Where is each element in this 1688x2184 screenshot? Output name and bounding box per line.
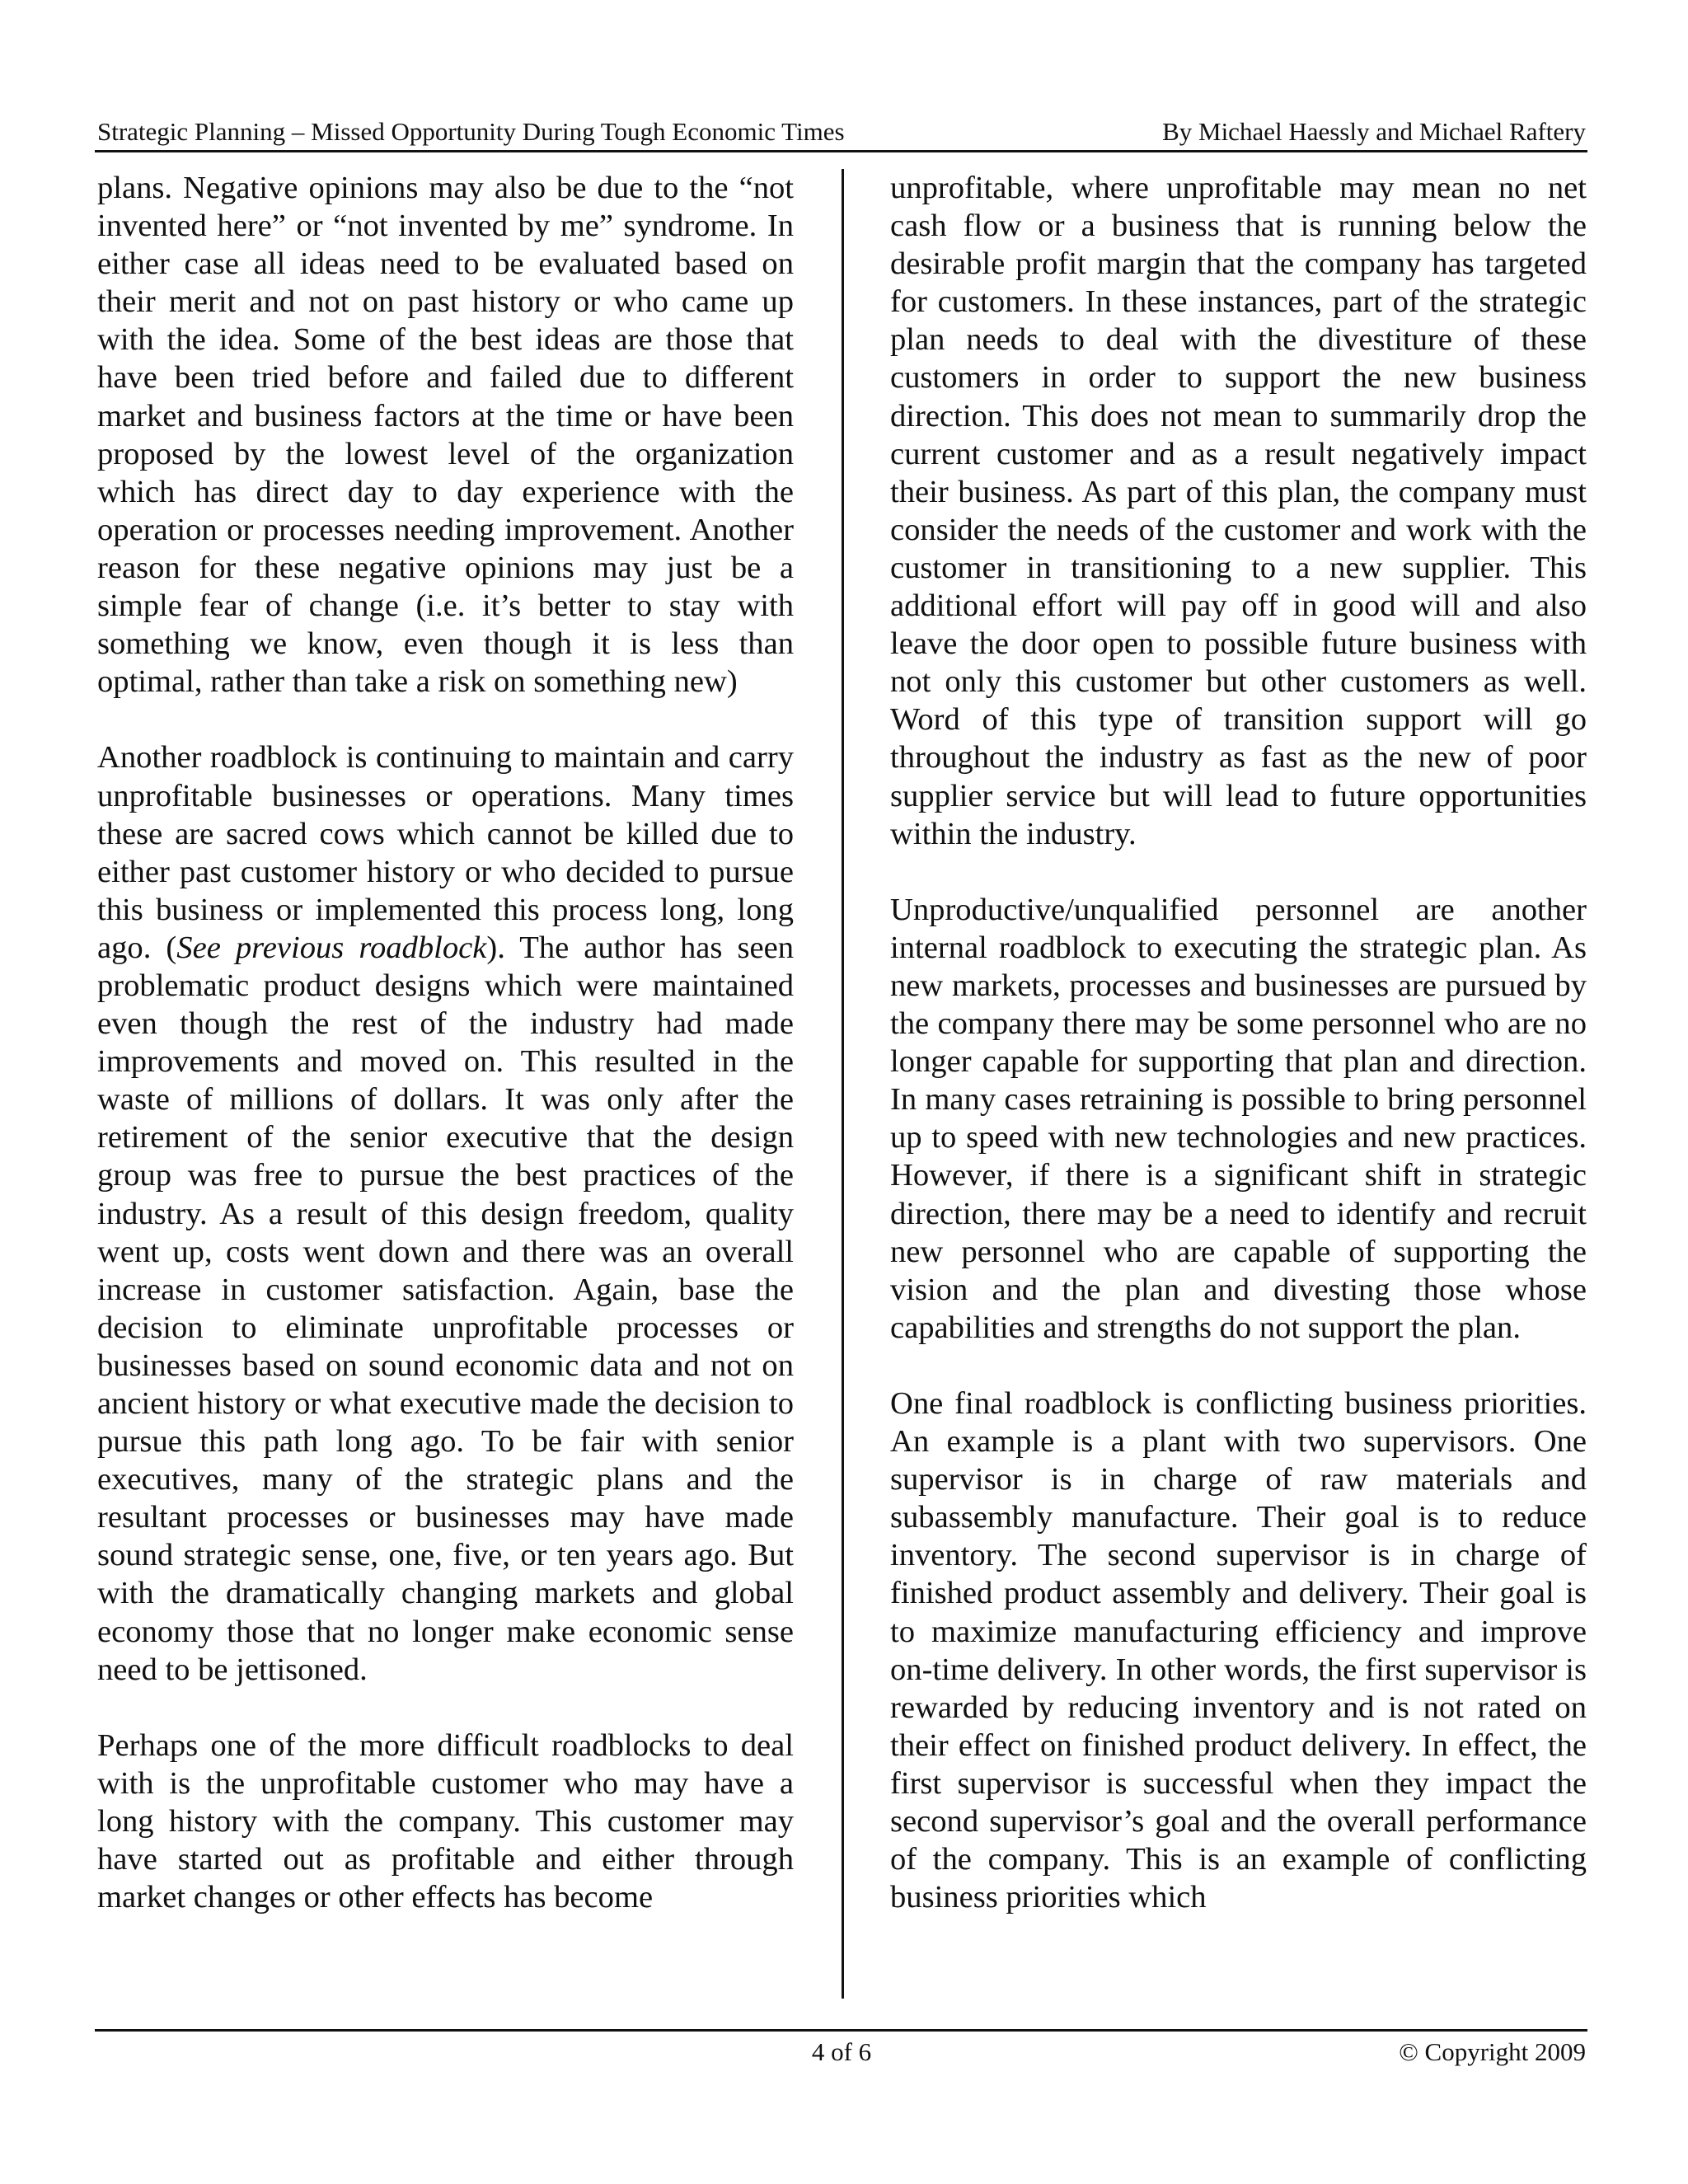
copyright-notice: © Copyright 2009 — [1399, 2037, 1586, 2066]
footer-rule — [95, 2029, 1587, 2032]
page-header — [97, 114, 1586, 150]
page-number: 4 of 6 — [811, 2037, 872, 2066]
left-column — [97, 169, 794, 1916]
column-divider — [842, 169, 844, 1999]
right-paragraph-2: Unproductive/unqualified personnel are another internal roadblock to executing the strategic plan. As new markets, processes and businesses are pursued by the company there may be some personnel who are no longer capable for supporting that plan and direction. In many cases retraining is possible to bring personnel up to speed with new technologies and new practices. However, if there is a significant shift in strategic direction, there may be a need to identify and recruit new personnel who are capable of supporting the vision and the plan and divesting those whose capabilities and strengths do not support the plan. — [890, 892, 1587, 1345]
header-rule — [95, 150, 1587, 152]
right-paragraph-1: unprofitable, where unprofitable may mean no net cash flow or a business that is running below the desirable profit margin that the company has targeted for customers. In these instances, part of the strategic plan needs to deal with the divestiture of these customers in order to support the new business direction. This does not mean to summarily drop the current customer and as a result negatively impact their business. As part of this plan, the company must consider the needs of the customer and work with the customer in transitioning to a new supplier. This additional effort will pay off in good will and also leave the door open to possible future business with not only this customer but other customers as well. Word of this type of transition support will go throughout the industry as fast as the new of poor supplier service but will lead to future opportunities within the industry. — [890, 171, 1587, 851]
right-column — [890, 169, 1587, 1916]
left-paragraph-2-text-a: Another roadblock is continuing to maintain and carry unprofitable businesses or operations. Many times these are sacred cows which cannot be killed due to either past customer history or who decided to pursue this business or implemented this process long, long ago. ( — [97, 740, 794, 965]
left-paragraph-3: Perhaps one of the more difficult roadblocks to deal with is the unprofitable customer who may have a long history with the company. This customer may have started out as profitable and either through market changes or other effects has become — [97, 1727, 794, 1915]
page-footer — [97, 2034, 1586, 2070]
header-authors: By Michael Haessly and Michael Raftery — [1162, 117, 1586, 146]
left-paragraph-1: plans. Negative opinions may also be due to the “not invented here” or “not invented by me” syndrome. In either case all ideas need to be evaluated based on their merit and not on past history or who came up with the idea. Some of the best ideas are those that have been tried before and failed due to different market and business factors at the time or have been proposed by the lowest level of the organization which has direct day to day experience with the operation or processes needing improvement. Another reason for these negative opinions may just be a simple fear of change (i.e. it’s better to stay with something we know, even though it is less than optimal, rather than take a risk on something new) — [97, 171, 794, 700]
left-paragraph-2 — [97, 738, 794, 1688]
right-paragraph-3: One final roadblock is conflicting business priorities. An example is a plant with two supervisors. One supervisor is in charge of raw materials and subassembly manufacture. Their goal is to reduce inventory. The second supervisor is in charge of finished product assembly and delivery. Their goal is to maximize manufacturing efficiency and improve on-time delivery. In other words, the first supervisor is rewarded by reducing inventory and is not rated on their effect on finished product delivery. In effect, the first supervisor is successful when they impact the second supervisor’s goal and the overall performance of the company. This is an example of conflicting business priorities which — [890, 1386, 1587, 1915]
left-paragraph-2-italic: See previous roadblock — [176, 930, 487, 965]
header-title: Strategic Planning – Missed Opportunity During Tough Economic Times — [97, 117, 845, 146]
left-paragraph-2-text-b: ). The author has seen problematic product designs which were maintained even though the rest of the industry had made improvements and moved on. This resulted in the waste of millions of dollars. It was only after the retirement of the senior executive that the design group was free to pursue the best practices of the industry. As a result of this design freedom, quality went up, costs went down and there was an overall increase in customer satisfaction. Again, base the decision to eliminate unprofitable processes or businesses based on sound economic data and not on ancient history or what executive made the decision to pursue this path long ago. To be fair with senior executives, many of the strategic plans and the resultant processes or businesses may have made sound strategic sense, one, five, or ten years ago. But with the dramatically changing markets and global economy those that no longer make economic sense need to be jettisoned. — [97, 930, 794, 1687]
